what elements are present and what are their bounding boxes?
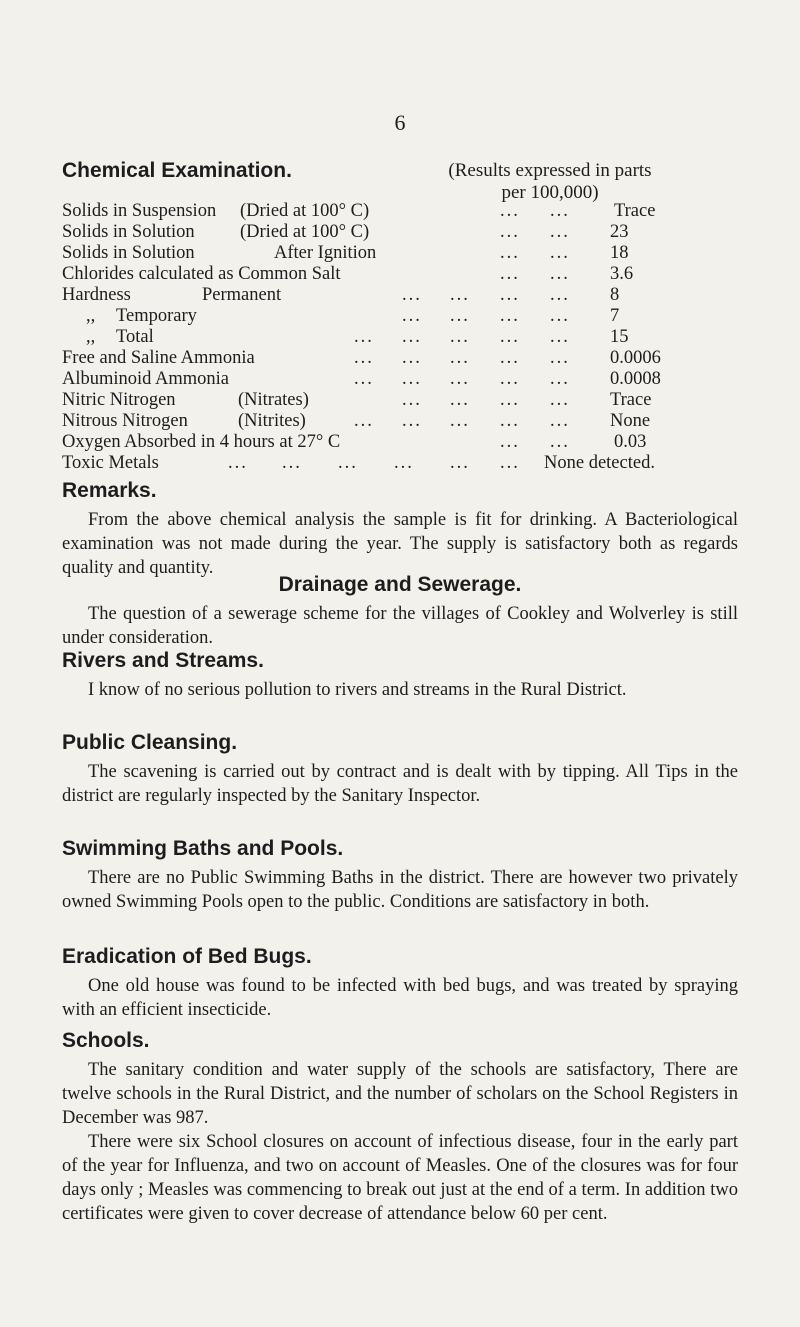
row-label: Chlorides calculated as Common Salt [62,264,341,284]
results-note [385,160,715,204]
leader-dots: ... [550,201,570,221]
row-value: 23 [610,222,629,242]
table-row [62,201,762,222]
row-value: Trace [614,201,656,221]
table-row [62,222,762,243]
cleansing-text: The scavening is carried out by contract and is dealt with by tipping. All Tips in the district are regularly inspected by the Sanitary Inspector. [62,762,738,806]
leader-dots: ... [450,411,470,431]
table-row [62,432,762,453]
leader-dots: ... [500,243,520,263]
row-label: Albuminoid Ammonia [62,369,230,389]
row-qualifier: Temporary [116,306,197,326]
row-label: Solids in Solution [62,243,195,263]
bedbugs-text: One old house was found to be infected with bed bugs, and was treated by spraying with an efficient insecticide. [62,976,738,1020]
row-label: Solids in Solution [62,222,195,242]
leader-dots: ... [450,369,470,389]
leader-dots: ... [550,264,570,284]
remarks-section [62,478,738,580]
swimming-section [62,836,738,914]
section-title: Chemical Examination. [62,159,292,182]
leader-dots: ... [282,453,302,473]
drainage-section [62,572,738,650]
leader-dots: ... [402,348,422,368]
rivers-text: I know of no serious pollution to rivers and streams in the Rural District. [88,680,627,700]
leader-dots: ... [500,264,520,284]
row-value: 3.6 [610,264,634,284]
leader-dots: ... [500,390,520,410]
row-value: 0.0008 [610,369,661,389]
row-value: 0.03 [614,432,647,452]
row-value: 8 [610,285,620,305]
row-label: Oxygen Absorbed in 4 hours at 27° C [62,432,341,452]
leader-dots: ... [450,390,470,410]
row-qualifier: (Dried at 100° C) [240,201,370,221]
schools-heading: Schools. [62,1029,150,1052]
row-qualifier: (Nitrites) [238,411,306,431]
leader-dots: ... [550,348,570,368]
leader-dots: ... [228,453,248,473]
table-row [62,390,762,411]
row-qualifier: After Ignition [274,243,377,263]
cleansing-heading: Public Cleansing. [62,731,238,754]
row-label: Hardness [62,285,131,305]
table-row [62,306,762,327]
table-row [62,348,762,369]
table-row [62,243,762,264]
schools-section [62,1028,738,1226]
leader-dots: ... [550,306,570,326]
leader-dots: ... [354,411,374,431]
leader-dots: ... [500,453,520,473]
leader-dots: ... [402,306,422,326]
bedbugs-section [62,944,738,1022]
table-row [62,411,762,432]
leader-dots: ... [402,327,422,347]
results-note-line1: (Results expressed in parts [448,160,652,181]
row-value: None [610,411,651,431]
leader-dots: ... [450,348,470,368]
leader-dots: ... [500,327,520,347]
leader-dots: ... [500,369,520,389]
bedbugs-heading: Eradication of Bed Bugs. [62,945,312,968]
row-value: 0.0006 [610,348,661,368]
results-note-line2: per 100,000) [501,182,599,203]
leader-dots: ... [500,222,520,242]
leader-dots: ... [450,306,470,326]
row-label: Nitrous Nitrogen [62,411,188,431]
schools-text-2: There were six School closures on account of infectious disease, four in the early part of the year for Influenza, and two on account of Measles. One of the closures was for four days only ; Measles was commencing to break out just at the end of a term. In addition two certificates were given to cover decrease of attendance below 60 per cent. [62,1132,738,1224]
ditto-mark: ,, [86,327,96,347]
rivers-section [62,648,738,702]
leader-dots: ... [500,285,520,305]
leader-dots: ... [402,390,422,410]
row-label: Free and Saline Ammonia [62,348,255,368]
remarks-text: From the above chemical analysis the sample is fit for drinking. A Bacteriological examination was not made during the year. The supply is satisfactory both as regards quality and quantity. [62,510,738,578]
row-qualifier: (Nitrates) [238,390,309,410]
leader-dots: ... [500,411,520,431]
leader-dots: ... [394,453,414,473]
leader-dots: ... [550,243,570,263]
leader-dots: ... [500,348,520,368]
row-qualifier: Total [116,327,154,347]
leader-dots: ... [402,285,422,305]
page-number: 6 [394,110,406,135]
leader-dots: ... [402,369,422,389]
leader-dots: ... [550,285,570,305]
leader-dots: ... [550,222,570,242]
row-label: Nitric Nitrogen [62,390,176,410]
leader-dots: ... [354,327,374,347]
ditto-mark: ,, [86,306,96,326]
leader-dots: ... [450,285,470,305]
chemical-heading [62,159,752,203]
leader-dots: ... [354,348,374,368]
row-qualifier: Permanent [202,285,282,305]
leader-dots: ... [550,432,570,452]
leader-dots: ... [354,369,374,389]
table-row [62,285,762,306]
table-row [62,264,762,285]
drainage-heading: Drainage and Sewerage. [278,573,522,596]
leader-dots: ... [500,306,520,326]
row-value: 18 [610,243,629,263]
analysis-table [62,201,762,474]
row-value: None detected. [544,453,655,473]
swimming-text: There are no Public Swimming Baths in the district. There are however two privately owned Swimming Pools open to the public. Conditions are satisfactory in both. [62,868,738,912]
leader-dots: ... [338,453,358,473]
row-value: 15 [610,327,629,347]
leader-dots: ... [500,432,520,452]
row-value: Trace [610,390,652,410]
row-label: Solids in Suspension [62,201,217,221]
leader-dots: ... [402,411,422,431]
leader-dots: ... [450,453,470,473]
row-value: 7 [610,306,620,326]
table-row [62,453,762,474]
schools-text-1: The sanitary condition and water supply of the schools are satisfactory, There are twelve schools in the Rural District, and the number of scholars on the School Registers in December was 987. [62,1060,738,1128]
leader-dots: ... [550,369,570,389]
leader-dots: ... [550,411,570,431]
row-label: Toxic Metals [62,453,159,473]
table-row [62,327,762,348]
drainage-text: The question of a sewerage scheme for the villages of Cookley and Wolverley is still under consideration. [62,604,738,648]
swimming-heading: Swimming Baths and Pools. [62,837,344,860]
leader-dots: ... [500,201,520,221]
leader-dots: ... [550,390,570,410]
leader-dots: ... [450,327,470,347]
table-row [62,369,762,390]
leader-dots: ... [550,327,570,347]
rivers-heading: Rivers and Streams. [62,649,264,672]
row-qualifier: (Dried at 100° C) [240,222,370,242]
cleansing-section [62,730,738,808]
remarks-heading: Remarks. [62,479,157,502]
